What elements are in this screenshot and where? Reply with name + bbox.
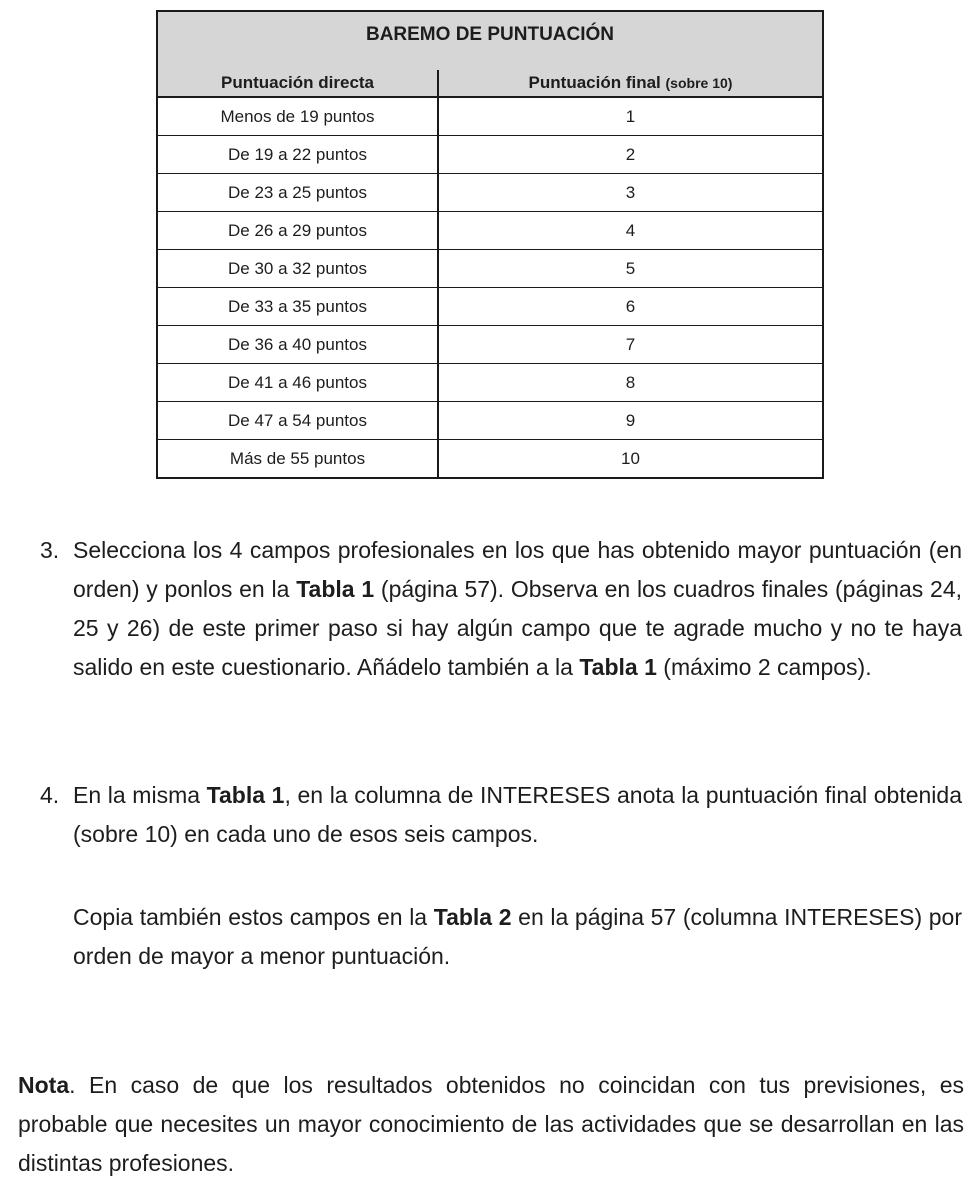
table-row [157, 364, 823, 402]
table-title: BAREMO DE PUNTUACIÓN [157, 11, 823, 70]
table-row [157, 288, 823, 326]
direct-score-cell: De 23 a 25 puntos [157, 174, 438, 212]
instruction-item-3 [40, 531, 962, 687]
note-text: . En caso de que los resultados obtenidos no coincidan con tus previsiones, es probable que necesites un mayor conocimiento de las actividades que se desarrollan en las distintas profesiones. [18, 1072, 964, 1176]
direct-score-cell: De 33 a 35 puntos [157, 288, 438, 326]
column-header-final-label: Puntuación final [528, 73, 661, 92]
direct-score-cell: De 30 a 32 puntos [157, 250, 438, 288]
final-score-cell: 9 [438, 402, 823, 440]
item-text [73, 776, 962, 854]
final-score-cell: 6 [438, 288, 823, 326]
column-header-final-note: (sobre 10) [665, 75, 733, 91]
note-paragraph [18, 1066, 964, 1183]
paragraph-text-part: Copia también estos campos en la [73, 904, 434, 930]
scoring-table [156, 10, 824, 479]
direct-score-cell: Más de 55 puntos [157, 440, 438, 479]
item-text-part: (máximo 2 campos). [656, 654, 872, 680]
final-score-cell: 5 [438, 250, 823, 288]
instruction-item-4 [40, 776, 962, 854]
final-score-cell: 2 [438, 136, 823, 174]
final-score-cell: 3 [438, 174, 823, 212]
item-text-part: En la misma [73, 782, 207, 808]
table-row [157, 402, 823, 440]
direct-score-cell: De 41 a 46 puntos [157, 364, 438, 402]
direct-score-cell: De 19 a 22 puntos [157, 136, 438, 174]
item-number: 4. [40, 782, 60, 808]
table-row [157, 212, 823, 250]
table-row [157, 136, 823, 174]
note-label: Nota [18, 1072, 70, 1098]
final-score-cell: 7 [438, 326, 823, 364]
column-header-direct-score: Puntuación directa [157, 70, 438, 97]
final-score-cell: 8 [438, 364, 823, 402]
table-row [157, 250, 823, 288]
direct-score-cell: De 47 a 54 puntos [157, 402, 438, 440]
item-text-part: , en la columna de INTERESES anota la puntuación final obtenida (sobre 10) en cada uno de esos seis campos. [73, 782, 962, 847]
item-text-part: Selecciona los 4 campos profesionales en los que has obtenido mayor puntuación (en orden) y ponlos en la [73, 537, 962, 602]
item-number: 3. [40, 537, 60, 563]
copy-instruction-paragraph [73, 898, 962, 976]
direct-score-cell: De 36 a 40 puntos [157, 326, 438, 364]
table-row [157, 174, 823, 212]
column-header-final-score [438, 70, 823, 97]
table-reference: Tabla 1 [206, 782, 285, 808]
item-text [73, 531, 962, 687]
direct-score-cell: Menos de 19 puntos [157, 97, 438, 136]
paragraph-text-part: en la página 57 (columna INTERESES) por orden de mayor a menor puntuación. [73, 904, 962, 969]
item-text-part: (página 57). Observa en los cuadros finales (páginas 24, 25 y 26) de este primer paso si hay algún campo que te agrade mucho y no te haya salido en este cuestionario. Añádelo también a la [73, 576, 963, 680]
table-row [157, 326, 823, 364]
table-reference: Tabla 1 [579, 654, 657, 680]
final-score-cell: 10 [438, 440, 823, 479]
table-reference: Tabla 1 [296, 576, 375, 602]
table-row [157, 440, 823, 479]
table-reference: Tabla 2 [433, 904, 512, 930]
final-score-cell: 1 [438, 97, 823, 136]
final-score-cell: 4 [438, 212, 823, 250]
table-row [157, 97, 823, 136]
direct-score-cell: De 26 a 29 puntos [157, 212, 438, 250]
